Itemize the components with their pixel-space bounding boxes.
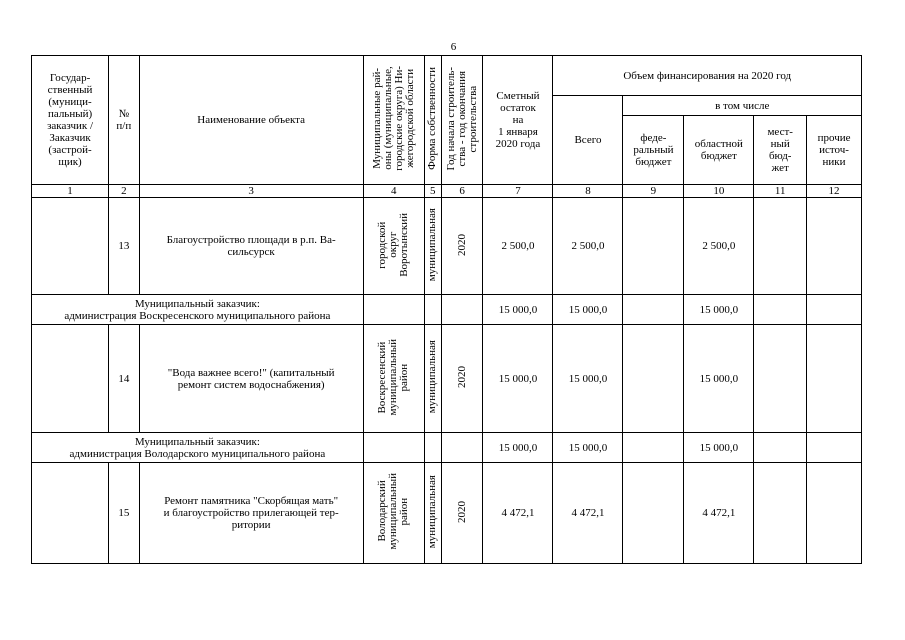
customer-cell — [32, 463, 109, 564]
year-cell: 2020 — [441, 463, 483, 564]
header-estimated-balance: Сметный остаток на 1 января 2020 года — [483, 56, 553, 185]
header-federal-budget: феде- ральный бюджет — [623, 116, 684, 185]
column-number: 10 — [684, 185, 754, 198]
federal-cell — [623, 198, 684, 295]
regional-cell: 2 500,0 — [684, 198, 754, 295]
federal-cell — [623, 463, 684, 564]
ownership-cell: муниципальная — [424, 198, 441, 295]
column-number: 3 — [139, 185, 363, 198]
financing-table — [31, 55, 862, 564]
regional-cell: 15 000,0 — [684, 433, 754, 463]
total-cell: 15 000,0 — [553, 433, 623, 463]
local-cell — [754, 325, 807, 433]
header-num: № п/п — [109, 56, 139, 185]
balance-cell: 15 000,0 — [483, 295, 553, 325]
row-number: 13 — [109, 198, 139, 295]
total-cell: 2 500,0 — [553, 198, 623, 295]
header-financing-volume: Объем финансирования на 2020 год — [553, 56, 862, 96]
header-total: Всего — [553, 96, 623, 185]
column-number: 5 — [424, 185, 441, 198]
balance-cell: 2 500,0 — [483, 198, 553, 295]
municipal-customer: Муниципальный заказчик: администрация Воскресенского муниципального района — [32, 295, 364, 325]
column-number: 4 — [363, 185, 424, 198]
header-object-name: Наименование объекта — [139, 56, 363, 185]
table-row — [32, 325, 862, 433]
object-name: "Вода важнее всего!" (капитальный ремонт систем водоснабжения) — [139, 325, 363, 433]
balance-cell: 4 472,1 — [483, 463, 553, 564]
header-including: в том числе — [623, 96, 862, 116]
customer-cell — [32, 325, 109, 433]
federal-cell — [623, 325, 684, 433]
header-years: Год начала строитель- ства - год окончания строительства — [441, 56, 483, 185]
customer-cell — [32, 198, 109, 295]
column-number: 2 — [109, 185, 139, 198]
group-row — [32, 433, 862, 463]
regional-cell: 15 000,0 — [684, 325, 754, 433]
district-cell: городской округ Воротынский — [363, 198, 424, 295]
column-number: 11 — [754, 185, 807, 198]
column-number: 6 — [441, 185, 483, 198]
header-customer: Государ- ственный (муници- пальный) заказчик / Заказчик (застрой- щик) — [32, 56, 109, 185]
ownership-cell: муниципальная — [424, 463, 441, 564]
row-number: 15 — [109, 463, 139, 564]
other-cell — [807, 463, 862, 564]
column-number: 9 — [623, 185, 684, 198]
municipal-customer: Муниципальный заказчик: администрация Володарского муниципального района — [32, 433, 364, 463]
year-cell: 2020 — [441, 198, 483, 295]
district-cell: Воскресенский муниципальный район — [363, 325, 424, 433]
row-number: 14 — [109, 325, 139, 433]
header-regional-budget: областной бюджет — [684, 116, 754, 185]
object-name: Благоустройство площади в р.п. Ва- сильсурск — [139, 198, 363, 295]
table-row — [32, 463, 862, 564]
header-ownership: Форма собственности — [424, 56, 441, 185]
district-cell: Володарский муниципальный район — [363, 463, 424, 564]
header-other-sources: прочие источ- ники — [807, 116, 862, 185]
header-municipal-district: Муниципальные рай- оны (муниципальные, городские округа) Ни- жегородской области — [363, 56, 424, 185]
total-cell: 4 472,1 — [553, 463, 623, 564]
total-cell: 15 000,0 — [553, 295, 623, 325]
page-number: 6 — [450, 41, 457, 53]
local-cell — [754, 463, 807, 564]
regional-cell: 15 000,0 — [684, 295, 754, 325]
balance-cell: 15 000,0 — [483, 325, 553, 433]
column-number: 8 — [553, 185, 623, 198]
ownership-cell: муниципальная — [424, 325, 441, 433]
other-cell — [807, 325, 862, 433]
other-cell — [807, 198, 862, 295]
column-number: 1 — [32, 185, 109, 198]
column-number: 12 — [807, 185, 862, 198]
column-numbers-row — [32, 185, 862, 198]
table-row — [32, 198, 862, 295]
group-row — [32, 295, 862, 325]
column-number: 7 — [483, 185, 553, 198]
regional-cell: 4 472,1 — [684, 463, 754, 564]
local-cell — [754, 198, 807, 295]
total-cell: 15 000,0 — [553, 325, 623, 433]
year-cell: 2020 — [441, 325, 483, 433]
object-name: Ремонт памятника "Скорбящая мать" и благоустройство прилегающей тер- ритории — [139, 463, 363, 564]
balance-cell: 15 000,0 — [483, 433, 553, 463]
header-row — [32, 56, 862, 96]
header-local-budget: мест- ный бюд- жет — [754, 116, 807, 185]
